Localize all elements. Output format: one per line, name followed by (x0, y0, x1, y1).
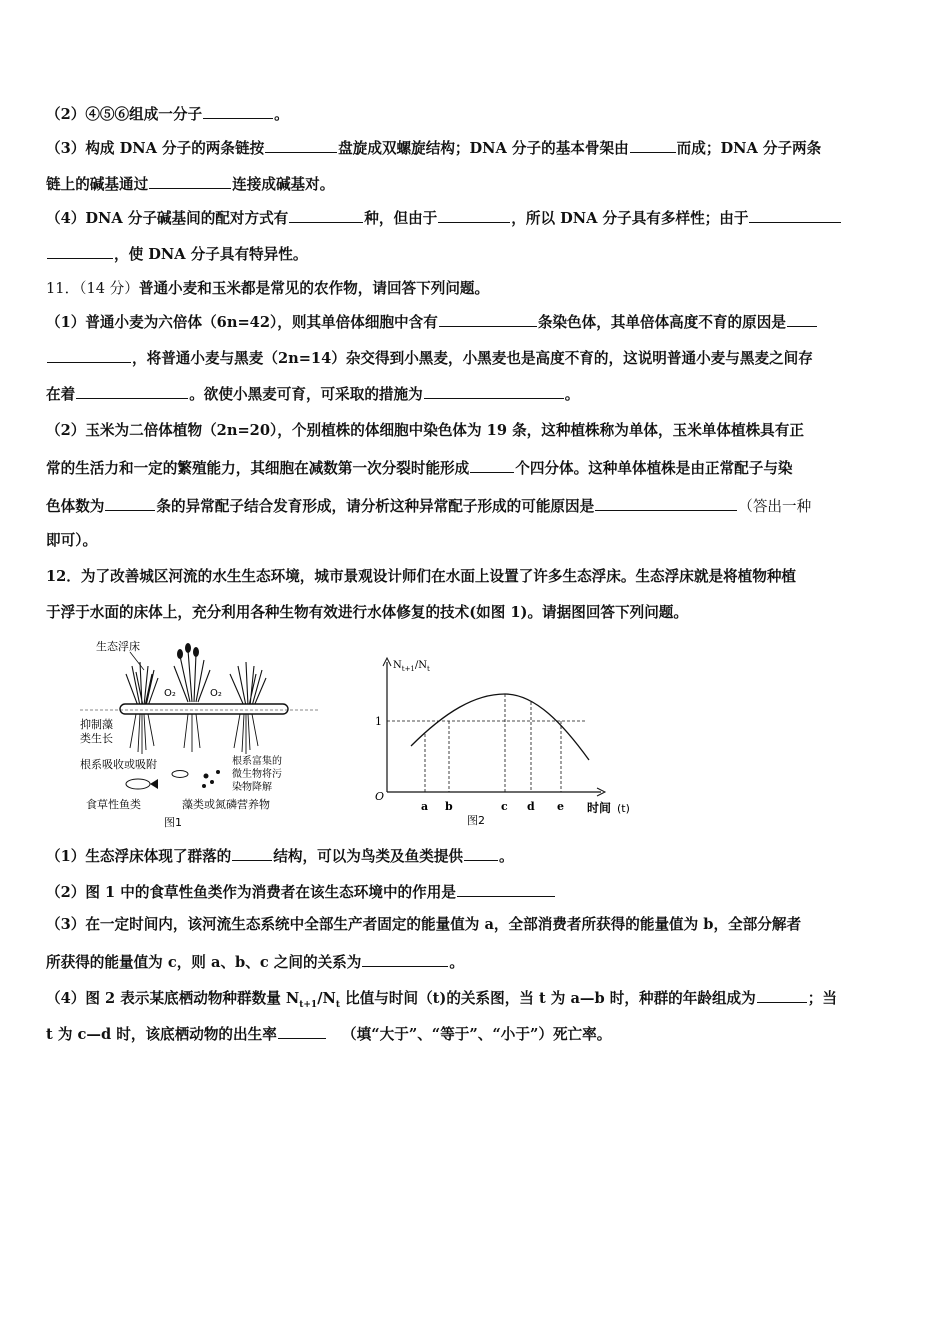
q12-part4-line1: （4）图 2 表示某底栖动物种群数量 $N_{t+1}/N_t$ 比值与时间（t)的关系图，当 t 为 a—b 时，种群的年龄组成为 ；当 (46, 990, 837, 1010)
fig1-label-nutrient: 藻类或氮磷营养物 (182, 798, 270, 811)
answer-blank[interactable] (203, 104, 273, 119)
fish-icon (126, 771, 188, 790)
o2-label: O₂ (164, 688, 176, 699)
answer-blank[interactable] (76, 384, 188, 399)
fig1-caption: 图1 (164, 816, 182, 829)
fig1-label-micro: 微生物将污 (232, 769, 282, 780)
origin-label: O (375, 790, 385, 803)
x-tick-a: a (421, 800, 429, 813)
answer-blank[interactable] (362, 952, 448, 967)
float-bed (120, 704, 288, 714)
q11-part1-line1: （1）普通小麦为六倍体（6n=42），则其单倍体细胞中含有 条染色体，其单倍体高度不育的原因是 (46, 312, 818, 332)
ratio-curve (411, 694, 589, 760)
answer-blank[interactable] (424, 384, 564, 399)
answer-blank[interactable] (595, 496, 737, 511)
x-tick-e: e (557, 800, 564, 813)
answer-blank[interactable] (630, 138, 676, 153)
q12-part4-line2: t 为 c—d 时，该底栖动物的出生率 （填“大于”、“等于”、“小于”）死亡率。 (46, 1026, 612, 1043)
q12-part3-line2: 所获得的能量值为 c，则 a、b、c 之间的关系为 。 (46, 954, 464, 971)
fig2-caption: 图2 (467, 814, 485, 826)
answer-blank[interactable] (47, 244, 113, 259)
q10-part3-line2: 链上的碱基通过 连接成碱基对。 (46, 176, 335, 193)
q11-part1-line3: 在着 。欲使小黑麦可育，可采取的措施为 。 (46, 386, 580, 403)
q11-part2-line1: （2）玉米为二倍体植物（2n=20），个别植株的体细胞中染色体为 19 条，这种植株称为单体，玉米单体植株具有正 (46, 422, 804, 439)
fig1-label-root: 根系吸收或吸附 (80, 758, 157, 771)
x-tick-c: c (501, 800, 508, 813)
x-tick-d: d (527, 800, 535, 813)
q10-part2: （2）④⑤⑥组成一分子 。 (46, 106, 289, 123)
answer-blank[interactable] (232, 846, 272, 861)
q12-part1: （1）生态浮床体现了群落的 结构，可以为鸟类及鱼类提供 。 (46, 848, 514, 865)
answer-blank[interactable] (439, 312, 537, 327)
answer-blank[interactable] (149, 174, 231, 189)
q10-part4-line2: ，使 DNA 分子具有特异性。 (46, 244, 307, 264)
answer-blank[interactable] (757, 988, 807, 1003)
answer-blank[interactable] (749, 208, 841, 223)
answer-blank[interactable] (289, 208, 363, 223)
answer-blank[interactable] (457, 882, 555, 897)
answer-blank[interactable] (47, 348, 131, 363)
q11-part2-line3: 色体数为 条的异常配子结合发育形成，请分析这种异常配子形成的可能原因是 （答出一种 (46, 498, 812, 515)
fig1-label-micro: 根系富集的 (232, 756, 282, 767)
tick-guides (425, 694, 561, 792)
answer-blank[interactable] (470, 458, 514, 473)
q10-part4-line1: （4）DNA 分子碱基间的配对方式有 种，但由于 ，所以 DNA 分子具有多样性；由于 (46, 208, 842, 228)
q12-heading-line1: 12．为了改善城区河流的水生生态环境，城市景观设计师们在水面上设置了许多生态浮床。生态浮床就是将植物种植 (46, 568, 797, 585)
answer-blank[interactable] (438, 208, 510, 223)
q10-part3-line1: （3）构成 DNA 分子的两条链按 盘旋成双螺旋结构；DNA 分子的基本骨架由 而成；DNA 分子两条 (46, 140, 822, 157)
y-tick-label: 1 (375, 715, 382, 728)
fig1-label-algae: 类生长 (80, 732, 113, 745)
roots-icon (130, 714, 258, 754)
plant-clump-icon (126, 650, 266, 706)
o2-label: O₂ (210, 688, 222, 699)
fig1-label-fish: 食草性鱼类 (86, 798, 141, 811)
algae-particles-icon (202, 770, 220, 788)
fig1-title: 生态浮床 (96, 640, 140, 653)
q11-part2-line4: 即可）。 (46, 532, 98, 549)
answer-blank[interactable] (787, 312, 817, 327)
q12-part3-line1: （3）在一定时间内，该河流生态系统中全部生产者固定的能量值为 a，全部消费者所获得的能量值为 b，全部分解者 (46, 916, 802, 933)
q12-part2: （2）图 1 中的食草性鱼类作为消费者在该生态环境中的作用是 (46, 882, 556, 902)
answer-blank[interactable] (464, 846, 498, 861)
x-axis-unit: (t) (617, 802, 630, 815)
fig1-label-algae: 抑制藻 (80, 718, 113, 731)
figure1-floating-bed-diagram (80, 636, 320, 832)
figure2-ratio-chart (355, 654, 655, 826)
x-axis-label: 时间 (587, 801, 612, 815)
answer-blank[interactable] (278, 1024, 326, 1039)
q11-part1-line2: ，将普通小麦与黑麦（2n=14）杂交得到小黑麦，小黑麦也是高度不育的，这说明普通小麦与黑麦之间存 (46, 348, 813, 368)
answer-blank[interactable] (105, 496, 155, 511)
fig1-label-micro: 染物降解 (232, 782, 272, 793)
x-tick-b: b (445, 800, 453, 813)
answer-blank[interactable] (265, 138, 337, 153)
q12-heading-line2: 于浮于水面的床体上，充分利用各种生物有效进行水体修复的技术(如图 1)。请据图回答下列问题。 (46, 604, 688, 621)
q11-heading: 11．（14 分）普通小麦和玉米都是常见的农作物，请回答下列问题。 (46, 280, 490, 297)
y-axis-label: $N_{t+1}/N_t$ (393, 660, 430, 673)
q11-part2-line2: 常的生活力和一定的繁殖能力，其细胞在减数第一次分裂时能形成 个四分体。这种单体植株是由正常配子与染 (46, 460, 793, 477)
